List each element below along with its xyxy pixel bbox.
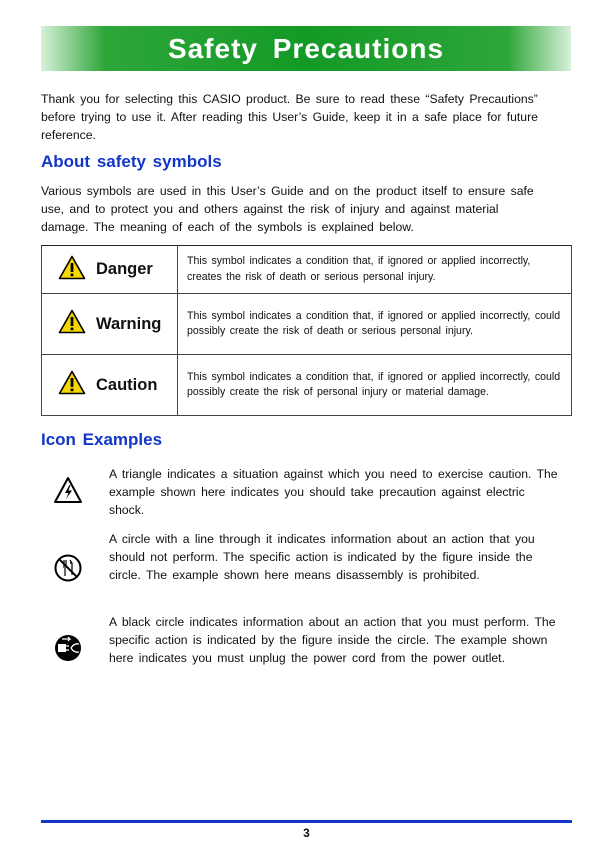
title-banner <box>41 26 571 71</box>
symbol-cell <box>42 246 178 294</box>
footer-divider <box>41 820 572 823</box>
unplug-power-icon <box>53 633 83 668</box>
page-number: 3 <box>303 826 310 840</box>
symbol-label: Danger <box>96 260 153 278</box>
symbol-cell <box>42 294 178 355</box>
symbol-row-danger <box>42 246 572 294</box>
symbol-row-warning <box>42 294 572 355</box>
icon-example-text: A black circle indicates information about an action that you must perform. The specific action is indicated by the figure inside the circle. The example shown here indicates you must unplug the power cord from the power outlet. <box>109 615 556 665</box>
page-title: Safety Precautions <box>167 32 445 64</box>
symbol-label: Caution <box>96 375 158 394</box>
no-disassembly-icon <box>53 553 83 588</box>
electric-shock-triangle-icon <box>53 476 83 509</box>
symbol-description: This symbol indicates a condition that, if ignored or applied incorrectly, creates the risk of death or serious personal injury. <box>178 246 572 294</box>
intro-paragraph: Thank you for selecting this CASIO product. Be sure to read these “Safety Precautions” before trying to use it. After reading this User’s Guide, keep it in a safe place for future reference. <box>41 92 538 143</box>
symbol-cell <box>42 355 178 416</box>
about-symbols-paragraph: Various symbols are used in this User’s Guide and on the product itself to ensure safe use, and to protect you and others against the risk of injury and against material damage. The meaning of each of the symbols is explained below. <box>41 184 534 235</box>
symbol-description: This symbol indicates a condition that, if ignored or applied incorrectly, could possibly create the risk of death or serious personal injury. <box>178 294 572 355</box>
icon-example-text: A circle with a line through it indicates information about an action that you should not perform. The specific action is indicated by the figure inside the circle. The example shown here means disassembly is prohibited. <box>109 532 535 582</box>
warning-triangle-icon <box>58 309 86 339</box>
symbol-label: Warning <box>96 314 162 333</box>
symbols-table <box>41 245 572 416</box>
symbol-row-caution <box>42 355 572 416</box>
symbol-description: This symbol indicates a condition that, if ignored or applied incorrectly, could possibly create the risk of personal injury or material damage. <box>178 355 572 416</box>
icon-example-text: A triangle indicates a situation against which you need to exercise caution. The example shown here indicates you should take precaution against electric shock. <box>109 467 558 517</box>
icon-examples-heading: Icon Examples <box>41 430 163 449</box>
about-symbols-heading: About safety symbols <box>41 152 222 171</box>
warning-triangle-icon <box>58 255 86 285</box>
warning-triangle-icon <box>58 370 86 400</box>
